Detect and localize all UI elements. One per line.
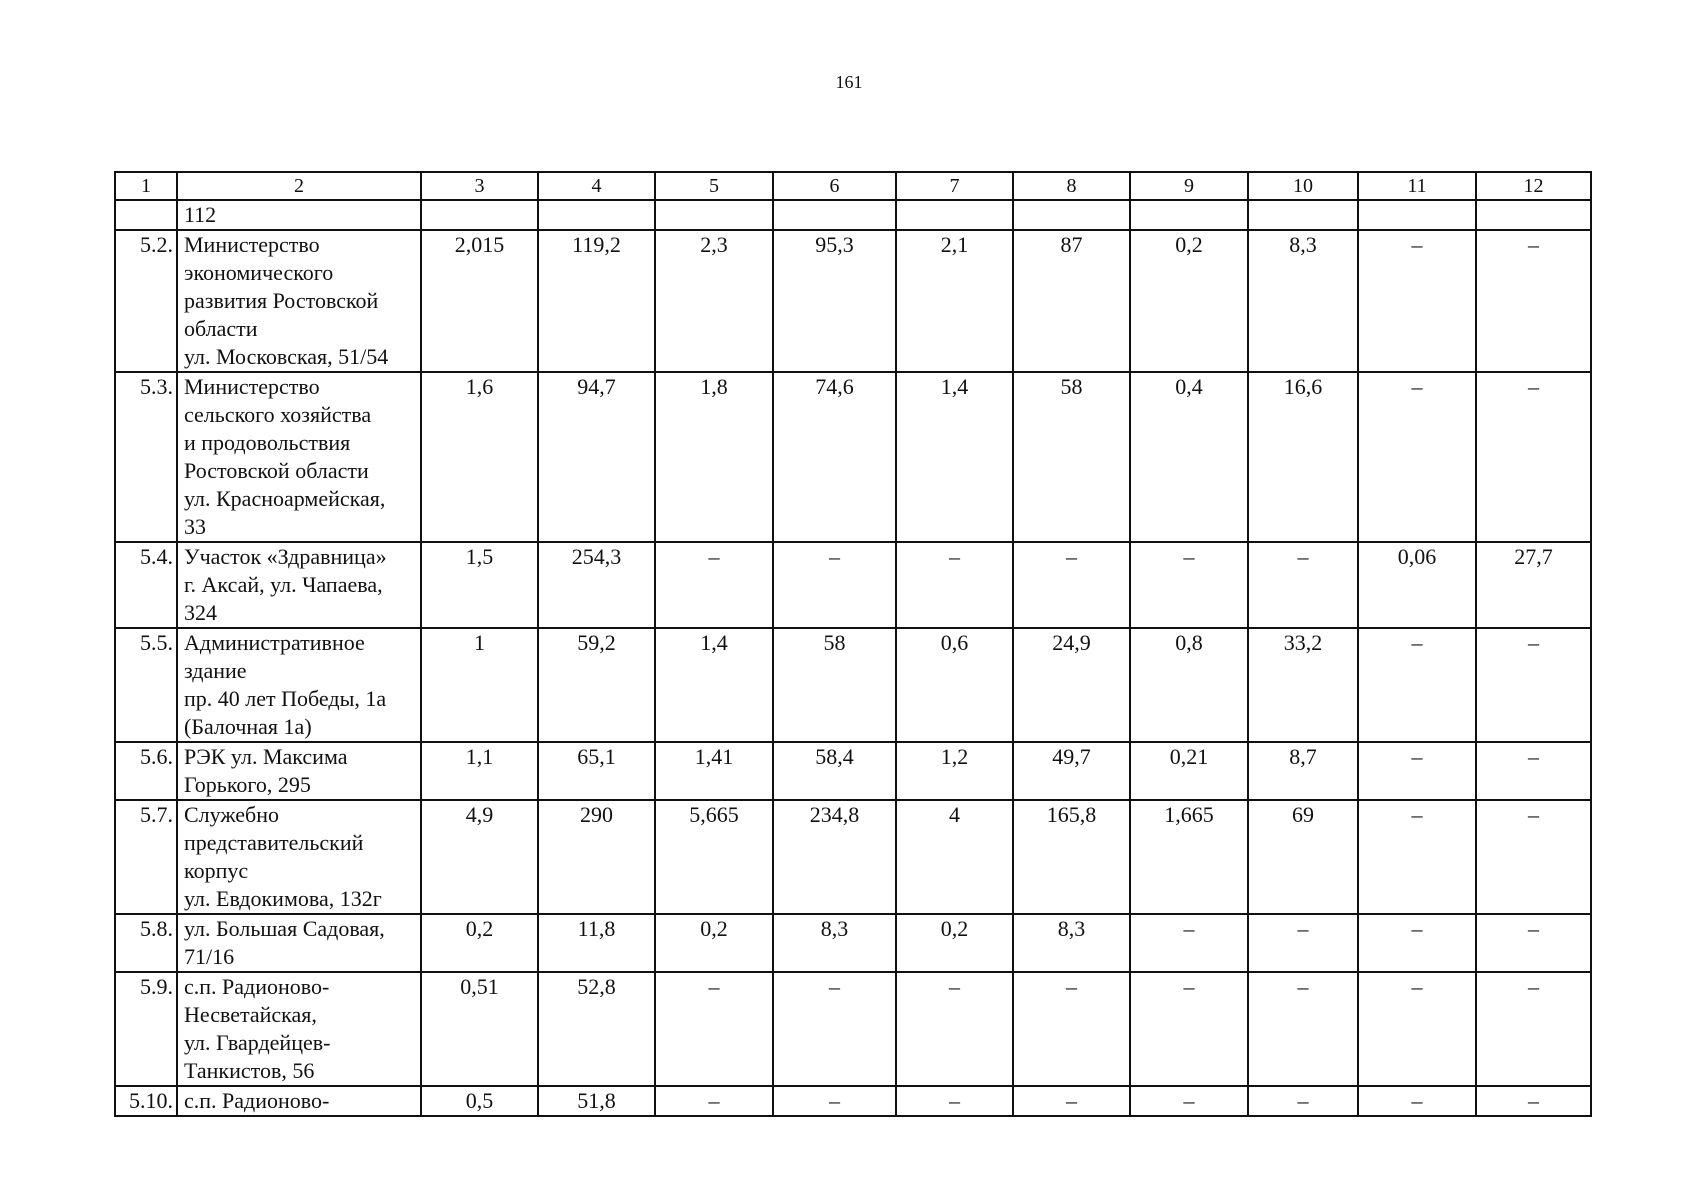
name-line: области (184, 316, 258, 341)
value-cell (421, 200, 538, 230)
value-cell (1130, 200, 1248, 230)
value-cell: 33,2 (1248, 628, 1358, 742)
name-line: Служебно (184, 802, 280, 827)
value-cell: – (1248, 914, 1358, 972)
value-cell (1358, 200, 1476, 230)
name-line: с.п. Радионово- (184, 1088, 330, 1113)
value-cell: 254,3 (538, 542, 655, 628)
name-line: г. Аксай, ул. Чапаева, (184, 572, 383, 597)
row-name (177, 628, 421, 742)
name-line: Административное (184, 630, 365, 655)
column-header: 10 (1248, 172, 1358, 200)
name-line: корпус (184, 858, 249, 883)
table-row (115, 742, 1591, 800)
value-cell: 94,7 (538, 372, 655, 542)
value-cell: – (655, 972, 773, 1086)
value-cell: 95,3 (773, 230, 896, 372)
value-cell: – (773, 1086, 896, 1116)
value-cell: – (1358, 800, 1476, 914)
value-cell: – (1130, 542, 1248, 628)
data-table (114, 171, 1592, 1117)
column-header: 9 (1130, 172, 1248, 200)
value-cell: 290 (538, 800, 655, 914)
column-header: 5 (655, 172, 773, 200)
header-row (115, 172, 1591, 200)
table-row (115, 200, 1591, 230)
table-row (115, 800, 1591, 914)
value-cell: 58 (773, 628, 896, 742)
value-cell: 1,4 (896, 372, 1013, 542)
value-cell: – (1130, 1086, 1248, 1116)
page-number: 161 (835, 72, 863, 92)
table-row (115, 542, 1591, 628)
name-line: ул. Большая Садовая, (184, 916, 385, 941)
value-cell: 1,6 (421, 372, 538, 542)
value-cell: 0,2 (896, 914, 1013, 972)
column-header: 12 (1476, 172, 1591, 200)
value-cell: 165,8 (1013, 800, 1130, 914)
value-cell: 0,2 (655, 914, 773, 972)
value-cell: – (1476, 230, 1591, 372)
value-cell (655, 200, 773, 230)
value-cell: – (1358, 742, 1476, 800)
value-cell: – (1248, 972, 1358, 1086)
value-cell: – (1248, 542, 1358, 628)
name-line: 71/16 (184, 944, 235, 969)
value-cell: 51,8 (538, 1086, 655, 1116)
value-cell (773, 200, 896, 230)
value-cell: 1,665 (1130, 800, 1248, 914)
row-number: 5.6. (115, 742, 177, 800)
value-cell (896, 200, 1013, 230)
name-line: с.п. Радионово- (184, 974, 330, 999)
value-cell: – (896, 1086, 1013, 1116)
value-cell: 52,8 (538, 972, 655, 1086)
table-row (115, 1086, 1591, 1116)
row-name (177, 742, 421, 800)
name-line: развития Ростовской (184, 288, 379, 313)
name-line: Несветайская, (184, 1002, 317, 1027)
value-cell: – (1476, 914, 1591, 972)
table-row (115, 372, 1591, 542)
table-row (115, 230, 1591, 372)
value-cell: 1 (421, 628, 538, 742)
value-cell: – (1358, 372, 1476, 542)
value-cell: 11,8 (538, 914, 655, 972)
row-name (177, 1086, 421, 1116)
name-line: ул. Красноармейская, (184, 486, 386, 511)
value-cell (1013, 200, 1130, 230)
value-cell: 0,8 (1130, 628, 1248, 742)
column-header: 11 (1358, 172, 1476, 200)
value-cell: 69 (1248, 800, 1358, 914)
column-header: 4 (538, 172, 655, 200)
name-line: РЭК ул. Максима (184, 744, 348, 769)
name-line: Ростовской области (184, 458, 369, 483)
value-cell: 1,2 (896, 742, 1013, 800)
value-cell: 59,2 (538, 628, 655, 742)
name-line: ул. Гвардейцев- (184, 1030, 331, 1055)
table-row (115, 914, 1591, 972)
row-number: 5.7. (115, 800, 177, 914)
value-cell: 0,2 (1130, 230, 1248, 372)
value-cell: – (1476, 1086, 1591, 1116)
value-cell: – (773, 972, 896, 1086)
row-number: 5.10. (115, 1086, 177, 1116)
name-line: Министерство (184, 374, 320, 399)
row-name (177, 914, 421, 972)
value-cell: 65,1 (538, 742, 655, 800)
row-number: 5.2. (115, 230, 177, 372)
column-header: 8 (1013, 172, 1130, 200)
value-cell: 24,9 (1013, 628, 1130, 742)
row-number: 5.8. (115, 914, 177, 972)
value-cell: 1,8 (655, 372, 773, 542)
value-cell: – (1248, 1086, 1358, 1116)
row-number: 5.3. (115, 372, 177, 542)
column-header: 6 (773, 172, 896, 200)
column-header: 3 (421, 172, 538, 200)
value-cell: – (1358, 972, 1476, 1086)
column-header: 7 (896, 172, 1013, 200)
value-cell: 49,7 (1013, 742, 1130, 800)
value-cell: – (896, 972, 1013, 1086)
value-cell: 2,015 (421, 230, 538, 372)
name-line: здание (184, 658, 247, 683)
row-number: 5.9. (115, 972, 177, 1086)
value-cell: 2,3 (655, 230, 773, 372)
row-number: 5.5. (115, 628, 177, 742)
value-cell: – (1476, 800, 1591, 914)
value-cell: – (1358, 628, 1476, 742)
value-cell: – (655, 1086, 773, 1116)
value-cell: 0,21 (1130, 742, 1248, 800)
row-number: 5.4. (115, 542, 177, 628)
value-cell: – (1358, 230, 1476, 372)
table-row (115, 972, 1591, 1086)
value-cell: 1,4 (655, 628, 773, 742)
value-cell: 16,6 (1248, 372, 1358, 542)
value-cell: 0,5 (421, 1086, 538, 1116)
value-cell: 0,4 (1130, 372, 1248, 542)
value-cell: 8,7 (1248, 742, 1358, 800)
value-cell: – (1130, 914, 1248, 972)
name-line: ул. Московская, 51/54 (184, 344, 389, 369)
value-cell (538, 200, 655, 230)
value-cell: – (1358, 914, 1476, 972)
name-line: пр. 40 лет Победы, 1а (184, 686, 387, 711)
value-cell: 1,5 (421, 542, 538, 628)
value-cell: – (1476, 972, 1591, 1086)
value-cell: 87 (1013, 230, 1130, 372)
value-cell: – (1130, 972, 1248, 1086)
value-cell: 2,1 (896, 230, 1013, 372)
column-header: 2 (177, 172, 421, 200)
name-line: 33 (184, 514, 206, 539)
name-line: Горького, 295 (184, 772, 311, 797)
name-line: (Балочная 1а) (184, 714, 312, 739)
row-name (177, 542, 421, 628)
value-cell: – (773, 542, 896, 628)
row-name (177, 972, 421, 1086)
value-cell: 8,3 (1248, 230, 1358, 372)
value-cell: 234,8 (773, 800, 896, 914)
value-cell: – (1476, 372, 1591, 542)
value-cell: – (1358, 1086, 1476, 1116)
name-line: сельского хозяйства (184, 402, 372, 427)
name-line: представительский (184, 830, 364, 855)
value-cell: 58,4 (773, 742, 896, 800)
value-cell: – (896, 542, 1013, 628)
value-cell: 5,665 (655, 800, 773, 914)
name-line: ул. Евдокимова, 132г (184, 886, 382, 911)
value-cell: 4 (896, 800, 1013, 914)
row-name (177, 200, 421, 230)
name-line: 324 (184, 600, 217, 625)
name-line: Участок «Здравница» (184, 544, 387, 569)
table-row (115, 628, 1591, 742)
value-cell: – (1013, 542, 1130, 628)
value-cell: – (1013, 972, 1130, 1086)
value-cell: – (1013, 1086, 1130, 1116)
row-number (115, 200, 177, 230)
value-cell: 27,7 (1476, 542, 1591, 628)
name-line: Министерство (184, 232, 320, 257)
value-cell (1476, 200, 1591, 230)
value-cell: 8,3 (1013, 914, 1130, 972)
value-cell: 1,41 (655, 742, 773, 800)
name-line: Танкистов, 56 (184, 1058, 315, 1083)
value-cell: 0,6 (896, 628, 1013, 742)
value-cell: 119,2 (538, 230, 655, 372)
name-line: и продовольствия (184, 430, 351, 455)
row-name (177, 372, 421, 542)
value-cell (1248, 200, 1358, 230)
value-cell: – (655, 542, 773, 628)
value-cell: 0,2 (421, 914, 538, 972)
column-header: 1 (115, 172, 177, 200)
value-cell: 1,1 (421, 742, 538, 800)
value-cell: 8,3 (773, 914, 896, 972)
row-name (177, 230, 421, 372)
value-cell: – (1476, 742, 1591, 800)
row-name (177, 800, 421, 914)
name-line: 112 (184, 202, 217, 227)
value-cell: 74,6 (773, 372, 896, 542)
value-cell: 58 (1013, 372, 1130, 542)
value-cell: 4,9 (421, 800, 538, 914)
value-cell: 0,51 (421, 972, 538, 1086)
value-cell: 0,06 (1358, 542, 1476, 628)
value-cell: – (1476, 628, 1591, 742)
name-line: экономического (184, 260, 334, 285)
